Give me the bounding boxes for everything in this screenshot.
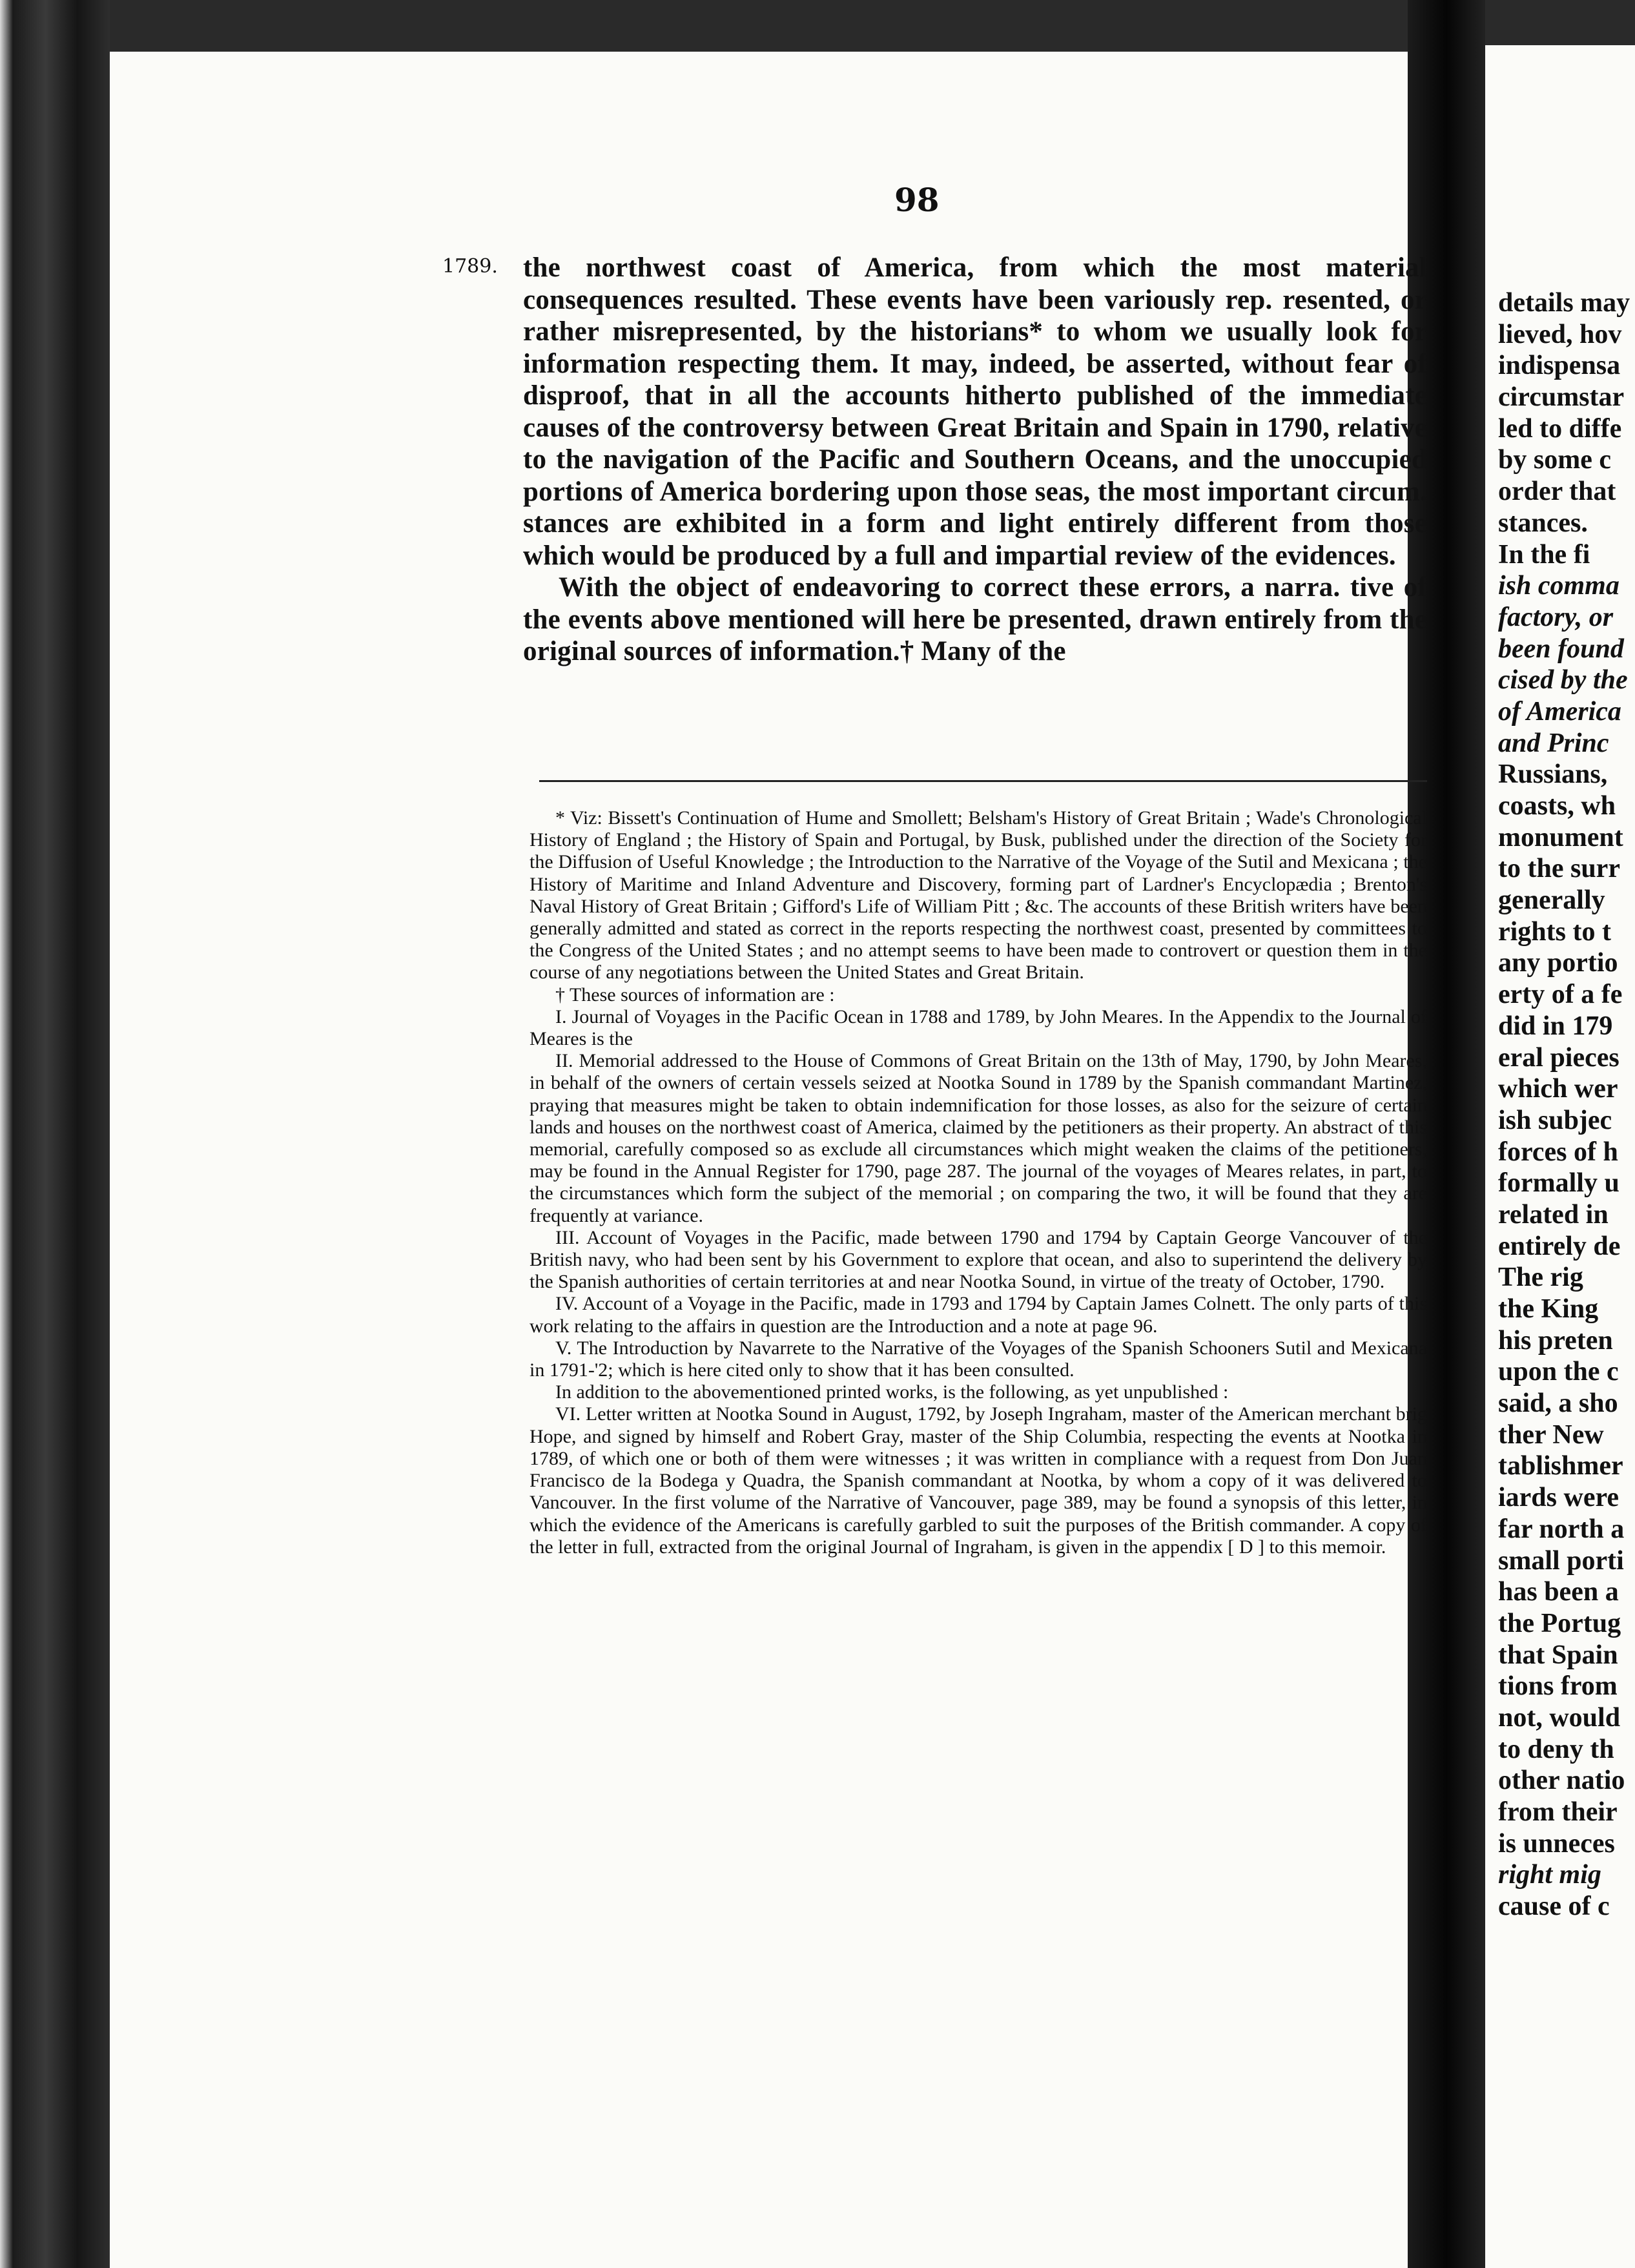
right-page-line: indispensa [1498,351,1621,381]
right-page-line: cised by the [1498,665,1628,696]
right-page-line: circumstar [1498,382,1625,413]
right-page-line: any portio [1498,948,1618,978]
footnote-rule [539,780,1427,782]
right-page-line: erty of a fe [1498,980,1623,1010]
right-page-line: eral pieces [1498,1042,1620,1073]
right-page-line: did in 179 [1498,1011,1613,1041]
right-page-line: right mig [1498,1860,1601,1890]
right-page [1485,45,1635,2268]
right-page-line: generally [1498,885,1605,916]
footnote: † These sources of information are : [555,984,835,1005]
right-page-line: entirely de [1498,1231,1621,1261]
main-paragraph: the northwest coast of America, from which the most material consequences resulted. These events have been variously rep. resented, or rather misrepresented, by the historians* to whom we usually look for information respecting them. It may, indeed, be asserted, without fear of disproof, that in all the accounts hitherto published of the immediate causes of the controversy between Great Britain and Spain in 1790, relative to the navigation of the Pacific and Southern Oceans, and the unoccupied portions of America bordering upon those seas, the most important circum. stances are exhibited in a form and light entirely different from those which would be produced by a full and impartial review of the evidences. [523,253,1427,571]
footnote: In addition to the abovementioned printed works, is the following, as yet unpublished : [555,1381,1229,1403]
right-page-line: upon the c [1498,1357,1619,1387]
right-page-line: not, would [1498,1702,1621,1733]
right-page-line: is unneces [1498,1828,1615,1859]
right-page-line: tablishmer [1498,1451,1623,1481]
right-page-line: the King [1498,1294,1599,1324]
right-page-line: ish comma [1498,571,1620,601]
right-page-line: from their [1498,1797,1618,1827]
right-page-line: of America [1498,696,1621,727]
right-page-line: small porti [1498,1545,1624,1576]
right-page-line: far north a [1498,1514,1625,1544]
right-page-line: that Spain [1498,1640,1618,1670]
right-page-line: stances. [1498,508,1588,538]
right-page-line: led to diffe [1498,413,1622,444]
right-page-line: coasts, wh [1498,791,1616,821]
right-page-line: tions from [1498,1671,1618,1702]
footnote: V. The Introduction by Navarrete to the Narrative of the Voyages of the Spanish Schooners Sutil and Mexicana in 1791-'2; which is here cited only to show that it has been consulted. [530,1337,1427,1381]
right-page-line: In the fi [1498,539,1590,570]
right-page-line: formally u [1498,1168,1620,1199]
right-page-line: The rig [1498,1263,1583,1293]
right-page-line: other natio [1498,1766,1625,1796]
right-page-line: rights to t [1498,916,1611,947]
right-page-line: related in [1498,1199,1609,1230]
main-paragraph: With the object of endeavoring to correct these errors, a narra. tive of the events above mentioned will here be presented, drawn entirely from the original sources of information.† Many of the [523,572,1427,666]
right-page-line: Russians, [1498,759,1608,790]
right-page-line: been found [1498,634,1624,664]
right-page-line: said, a sho [1498,1388,1618,1419]
right-page-line: iards were [1498,1483,1620,1513]
footnote: I. Journal of Voyages in the Pacific Ocean in 1788 and 1789, by John Meares. In the Appendix to the Journal of Meares is the [530,1005,1427,1050]
footnote: VI. Letter written at Nootka Sound in August, 1792, by Joseph Ingraham, master of the American merchant brig Hope, and signed by himself and Robert Gray, master of the Ship Columbia, respecting the events at Nootka in 1789, of which one or both of them were witnesses ; it was written in compliance with a request from Don Juan Francisco de la Bodega y Quadra, the Spanish commandant at Nootka, by whom a copy of it was delivered to Vancouver. In the first volume of the Narrative of Vancouver, page 389, may be found a synopsis of this letter, in which the evidence of the Americans is carefully garbled to suit the purposes of the British commander. A copy of the letter in full, extracted from the original Journal of Ingraham, is given in the appendix [ D ] to this memoir. [530,1403,1427,1558]
footnote: IV. Account of a Voyage in the Pacific, made in 1793 and 1794 by Captain James Colnett. The only parts of this work relating to the affairs in question are the Introduction and a note at page 96. [530,1293,1427,1337]
right-page-line: lieved, hov [1498,319,1622,349]
footnote: III. Account of Voyages in the Pacific, made between 1790 and 1794 by Captain George Vancouver of the British navy, who had been sent by his Government to explore that ocean, and also to superintend the delivery by the Spanish authorities of certain territories at and near Nootka Sound, in virtue of the treaty of October, 1790. [530,1226,1427,1293]
right-page-line: which wer [1498,1074,1618,1104]
right-page-text [1498,287,1635,1923]
page-number: 98 [894,181,940,219]
right-page-line: to deny th [1498,1734,1614,1764]
right-page-line: order that [1498,477,1616,507]
right-page-line: by some c [1498,445,1611,475]
right-page-line: to the surr [1498,854,1620,884]
right-page-line: and Princ [1498,728,1609,758]
right-page-line: details may [1498,288,1630,318]
main-text [523,252,1427,668]
right-page-line: forces of h [1498,1137,1618,1167]
footnote: II. Memorial addressed to the House of Commons of Great Britain on the 13th of May, 1790, by John Meares, in behalf of the owners of certain vessels seized at Nootka Sound in 1789 by the Spanish commandant Martinez, praying that measures might be taken to obtain indemnification for those losses, as also for the seizure of certain lands and houses on the northwest coast of America, claimed by the petitioners as their property. An abstract of this memorial, carefully composed so as exclude all circumstances which might weaken the claims of the petitioners, may be found in the Annual Register for 1790, page 287. The journal of the voyages of Meares relates, in part, to the circumstances which form the subject of the memorial ; on comparing the two, it will be found that they are frequently at variance. [530,1050,1427,1226]
right-page-line: his preten [1498,1325,1613,1356]
right-page-line: ish subjec [1498,1105,1612,1135]
footnote: * Viz: Bissett's Continuation of Hume and Smollett; Belsham's History of Great Britain ; Wade's Chronological History of England ; the History of Spain and Portugal, by Busk, published under the direction of the Society for the Diffusion of Useful Knowledge ; the Introduction to the Narrative of the Voyage of the Sutil and Mexicana ; the History of Maritime and Inland Adventure and Discovery, forming part of Lardner's Encyclopædia ; Brenton's Naval History of Great Britain ; Gifford's Life of William Pitt ; &c. The accounts of these British writers have been generally admitted and stated as correct in the reports respecting the northwest coast, presented by committees to the Congress of the United States ; and no attempt seems to have been made to controvert or question them in the course of any negotiations between the United States and Great Britain. [530,807,1427,984]
margin-year: 1789. [442,255,498,278]
right-page-line: has been a [1498,1577,1619,1607]
right-page-line: monument [1498,822,1623,852]
right-page-line: ther New [1498,1419,1604,1450]
right-page-line: the Portug [1498,1608,1621,1638]
right-page-line: factory, or [1498,602,1614,632]
film-edge-left [0,0,110,2268]
footnotes [530,807,1427,1558]
right-page-line: cause of c [1498,1892,1610,1922]
